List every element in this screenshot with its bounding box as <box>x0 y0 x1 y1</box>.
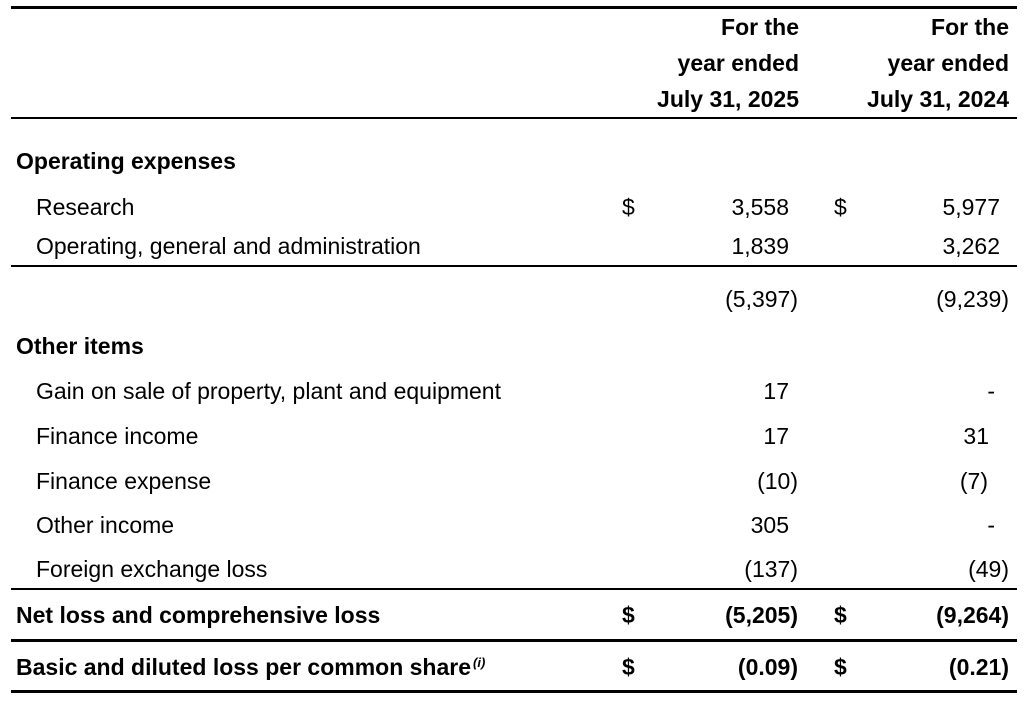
subtotal-rule <box>11 265 1017 267</box>
currency-symbol: $ <box>622 654 635 680</box>
section-title-other: Other items <box>16 333 144 359</box>
header-line: For the <box>931 14 1009 40</box>
value-2025: 3,558 <box>731 194 789 220</box>
header-line: July 31, 2025 <box>657 86 799 112</box>
currency-symbol: $ <box>834 654 847 680</box>
column-header-2024 <box>867 9 1009 117</box>
row-label-oga: Operating, general and administration <box>36 233 421 259</box>
currency-symbol: $ <box>622 602 635 628</box>
value-2024: - <box>987 378 995 404</box>
net-loss-2024: (9,264) <box>936 602 1009 628</box>
value-2024: - <box>987 512 995 538</box>
value-2024: (7) <box>959 468 988 494</box>
value-2025: (137) <box>744 556 798 582</box>
value-2024: (49) <box>968 556 1009 582</box>
row-label-gain: Gain on sale of property, plant and equipment <box>36 378 501 404</box>
row-label-net-loss: Net loss and comprehensive loss <box>16 602 381 628</box>
currency-symbol: $ <box>834 602 847 628</box>
currency-symbol: $ <box>834 194 847 220</box>
row-label-research: Research <box>36 194 135 220</box>
header-line: year ended <box>887 50 1009 76</box>
row-label-per-share <box>16 653 485 681</box>
header-line: For the <box>721 14 799 40</box>
bottom-rule <box>11 690 1017 693</box>
per-share-2024: (0.21) <box>948 654 1009 680</box>
value-2024: 31 <box>963 423 989 449</box>
value-2024: 5,977 <box>942 194 1000 220</box>
per-share-label: Basic and diluted loss per common share <box>16 654 472 680</box>
currency-symbol: $ <box>622 194 635 220</box>
header-line: July 31, 2024 <box>867 86 1009 112</box>
header-rule <box>11 117 1017 119</box>
value-2025: (10) <box>757 468 798 494</box>
value-2025: 305 <box>750 512 789 538</box>
row-label-finance-expense: Finance expense <box>36 468 212 494</box>
header-line: year ended <box>677 50 799 76</box>
per-share-2025: (0.09) <box>737 654 798 680</box>
subtotal-2024: (9,239) <box>936 286 1009 312</box>
section-title-operating: Operating expenses <box>16 148 236 174</box>
row-label-fx-loss: Foreign exchange loss <box>36 556 268 582</box>
footnote-marker: (i) <box>473 655 486 670</box>
net-loss-2025: (5,205) <box>725 602 798 628</box>
net-loss-rule <box>11 639 1017 642</box>
value-2025: 1,839 <box>731 233 789 259</box>
subtotal-2025: (5,397) <box>725 286 798 312</box>
other-total-rule <box>11 588 1017 590</box>
row-label-finance-income: Finance income <box>36 423 199 449</box>
value-2025: 17 <box>763 423 789 449</box>
value-2024: 3,262 <box>942 233 1000 259</box>
column-header-2025 <box>657 9 799 117</box>
row-label-other-income: Other income <box>36 512 175 538</box>
value-2025: 17 <box>763 378 789 404</box>
